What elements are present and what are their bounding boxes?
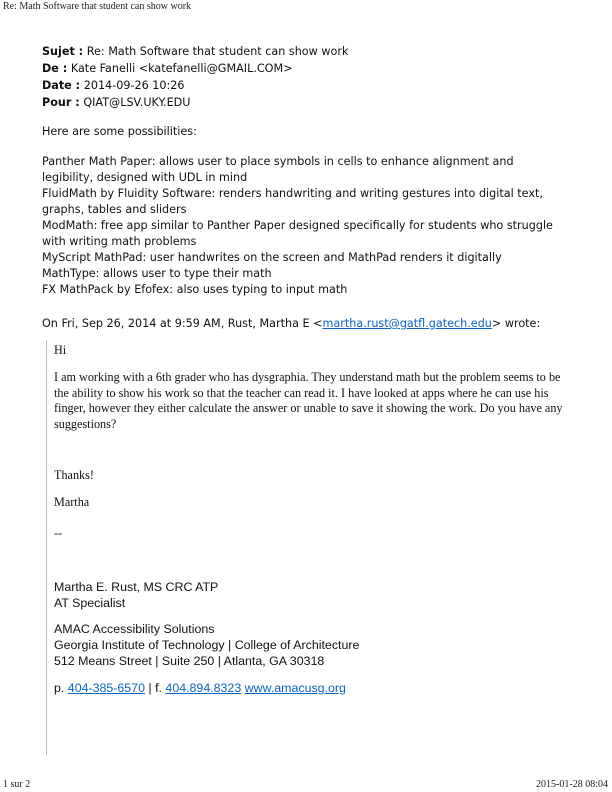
- quoted-name: Martha: [54, 495, 90, 509]
- list-item: MathType: allows user to type their math: [42, 267, 272, 280]
- phone-link[interactable]: 404-385-6570: [67, 681, 145, 695]
- phone-label: p.: [54, 681, 65, 695]
- quote-bar: [46, 340, 47, 755]
- list-item: Panther Math Paper: allows user to place symbols in cells to enhance alignment and legibility, designed with UDL in mind: [42, 155, 514, 184]
- subject-row: [42, 43, 348, 60]
- print-timestamp: 2015-01-28 08:04: [536, 779, 608, 790]
- from-label: De :: [42, 62, 68, 75]
- email-metadata: [42, 43, 348, 111]
- page-header: Re: Math Software that student can show work: [3, 1, 192, 12]
- signature-title: AT Specialist: [54, 596, 126, 610]
- subject-value: Re: Math Software that student can show work: [86, 45, 349, 58]
- fax-label: | f.: [148, 681, 162, 695]
- list-item: ModMath: free app similar to Panther Paper designed specifically for students who struggle with writing math problems: [42, 219, 553, 248]
- signature-separator: --: [54, 526, 63, 540]
- list-item: FX MathPack by Efofex: also uses typing to input math: [42, 283, 348, 296]
- from-value: Kate Fanelli <katefanelli@GMAIL.COM>: [70, 62, 293, 75]
- signature-address: 512 Means Street | Suite 250 | Atlanta, GA 30318: [54, 654, 325, 668]
- to-value: QIAT@LSV.UKY.EDU: [83, 96, 191, 109]
- quoted-greeting: Hi: [54, 343, 67, 357]
- sender-email-link[interactable]: martha.rust@gatfl.gatech.edu: [322, 317, 492, 330]
- page-number: 1 sur 2: [3, 779, 31, 790]
- signature-name-block: [54, 579, 218, 611]
- to-label: Pour :: [42, 96, 80, 109]
- to-row: [42, 94, 348, 111]
- list-item: MyScript MathPad: user handwrites on the screen and MathPad renders it digitally: [42, 251, 502, 264]
- signature-org: AMAC Accessibility Solutions: [54, 622, 215, 636]
- possibilities-list: [42, 154, 562, 298]
- signature-name: Martha E. Rust, MS CRC ATP: [54, 580, 219, 594]
- signature-institution: Georgia Institute of Technology | College of Architecture: [54, 638, 360, 652]
- intro-text: Here are some possibilities:: [42, 125, 197, 138]
- fax-link[interactable]: 404.894.8323: [165, 681, 242, 695]
- quoted-paragraph: I am working with a 6th grader who has dysgraphia. They understand math but the problem seems to be the ability to show his work so that the teacher can read it. I have looked at apps where he can use his finger, however they either calculate the answer or unable to save it showing the work. Do you have any suggestions?: [54, 370, 563, 431]
- attribution-prefix: On Fri, Sep 26, 2014 at 9:59 AM, Rust, Martha E <: [42, 317, 323, 330]
- date-row: [42, 77, 348, 94]
- list-item: FluidMath by Fluidity Software: renders handwriting and writing gestures into digital text, graphs, tables and sliders: [42, 187, 543, 216]
- website-link[interactable]: www.amacusg.org: [244, 681, 346, 695]
- reply-attribution: [42, 316, 562, 332]
- date-label: Date :: [42, 79, 81, 92]
- from-row: [42, 60, 348, 77]
- subject-label: Sujet :: [42, 45, 84, 58]
- quoted-thanks: Thanks!: [54, 468, 94, 482]
- signature-contact: [54, 680, 346, 696]
- date-value: 2014-09-26 10:26: [83, 79, 185, 92]
- attribution-suffix: > wrote:: [491, 317, 541, 330]
- signature-org-block: [54, 621, 359, 669]
